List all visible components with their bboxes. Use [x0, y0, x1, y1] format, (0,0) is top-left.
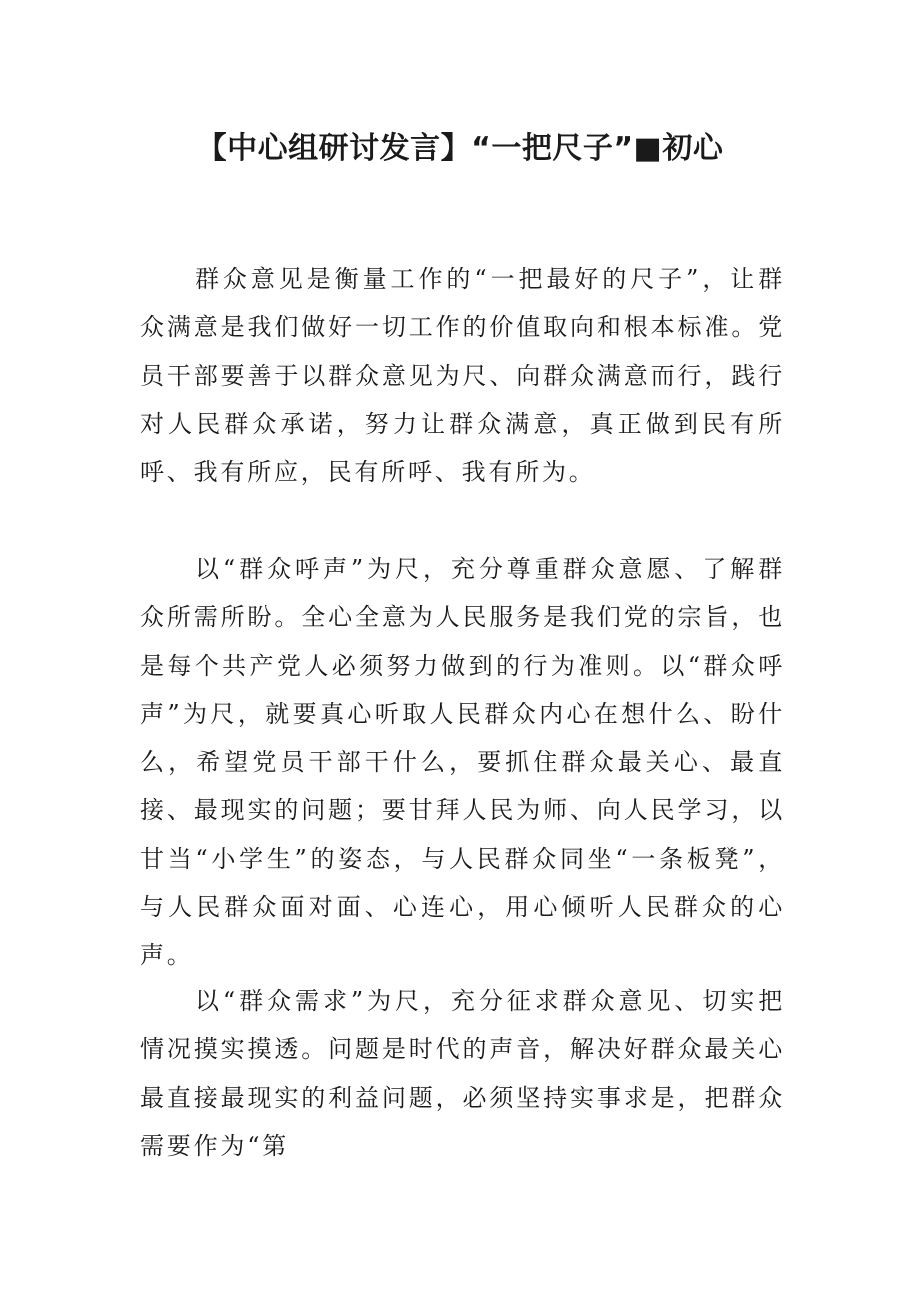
paragraph-1: 群众意见是衡量工作的“一把最好的尺子”，让群众满意是我们做好一切工作的价值取向和根本标准。党员干部要善于以群众意见为尺、向群众满意而行，践行对人民群众承诺，努力让群众满意，真正做到民有所呼、我有所应，民有所呼、我有所为。	[140, 265, 785, 487]
paragraph-3: 以“群众需求”为尺，充分征求群众意见、切实把情况摸实摸透。问题是时代的声音，解决好群众最关心最直接最现实的利益问题，必须坚持实事求是，把群众需要作为“第	[140, 987, 785, 1160]
document-title: 【中心组研讨发言】“一把尺子”■初心	[196, 131, 724, 166]
paragraph-2: 以“群众呼声”为尺，充分尊重群众意愿、了解群众所需所盼。全心全意为人民服务是我们党的宗旨，也是每个共产党人必须努力做到的行为准则。以“群众呼声”为尺，就要真心听取人民群众内心在想什么、盼什么，希望党员干部干什么，要抓住群众最关心、最直接、最现实的问题；要甘拜人民为师、向人民学习，以甘当“小学生”的姿态，与人民群众同坐“一条板凳”，与人民群众面对面、心连心，用心倾听人民群众的心声。	[140, 555, 785, 970]
